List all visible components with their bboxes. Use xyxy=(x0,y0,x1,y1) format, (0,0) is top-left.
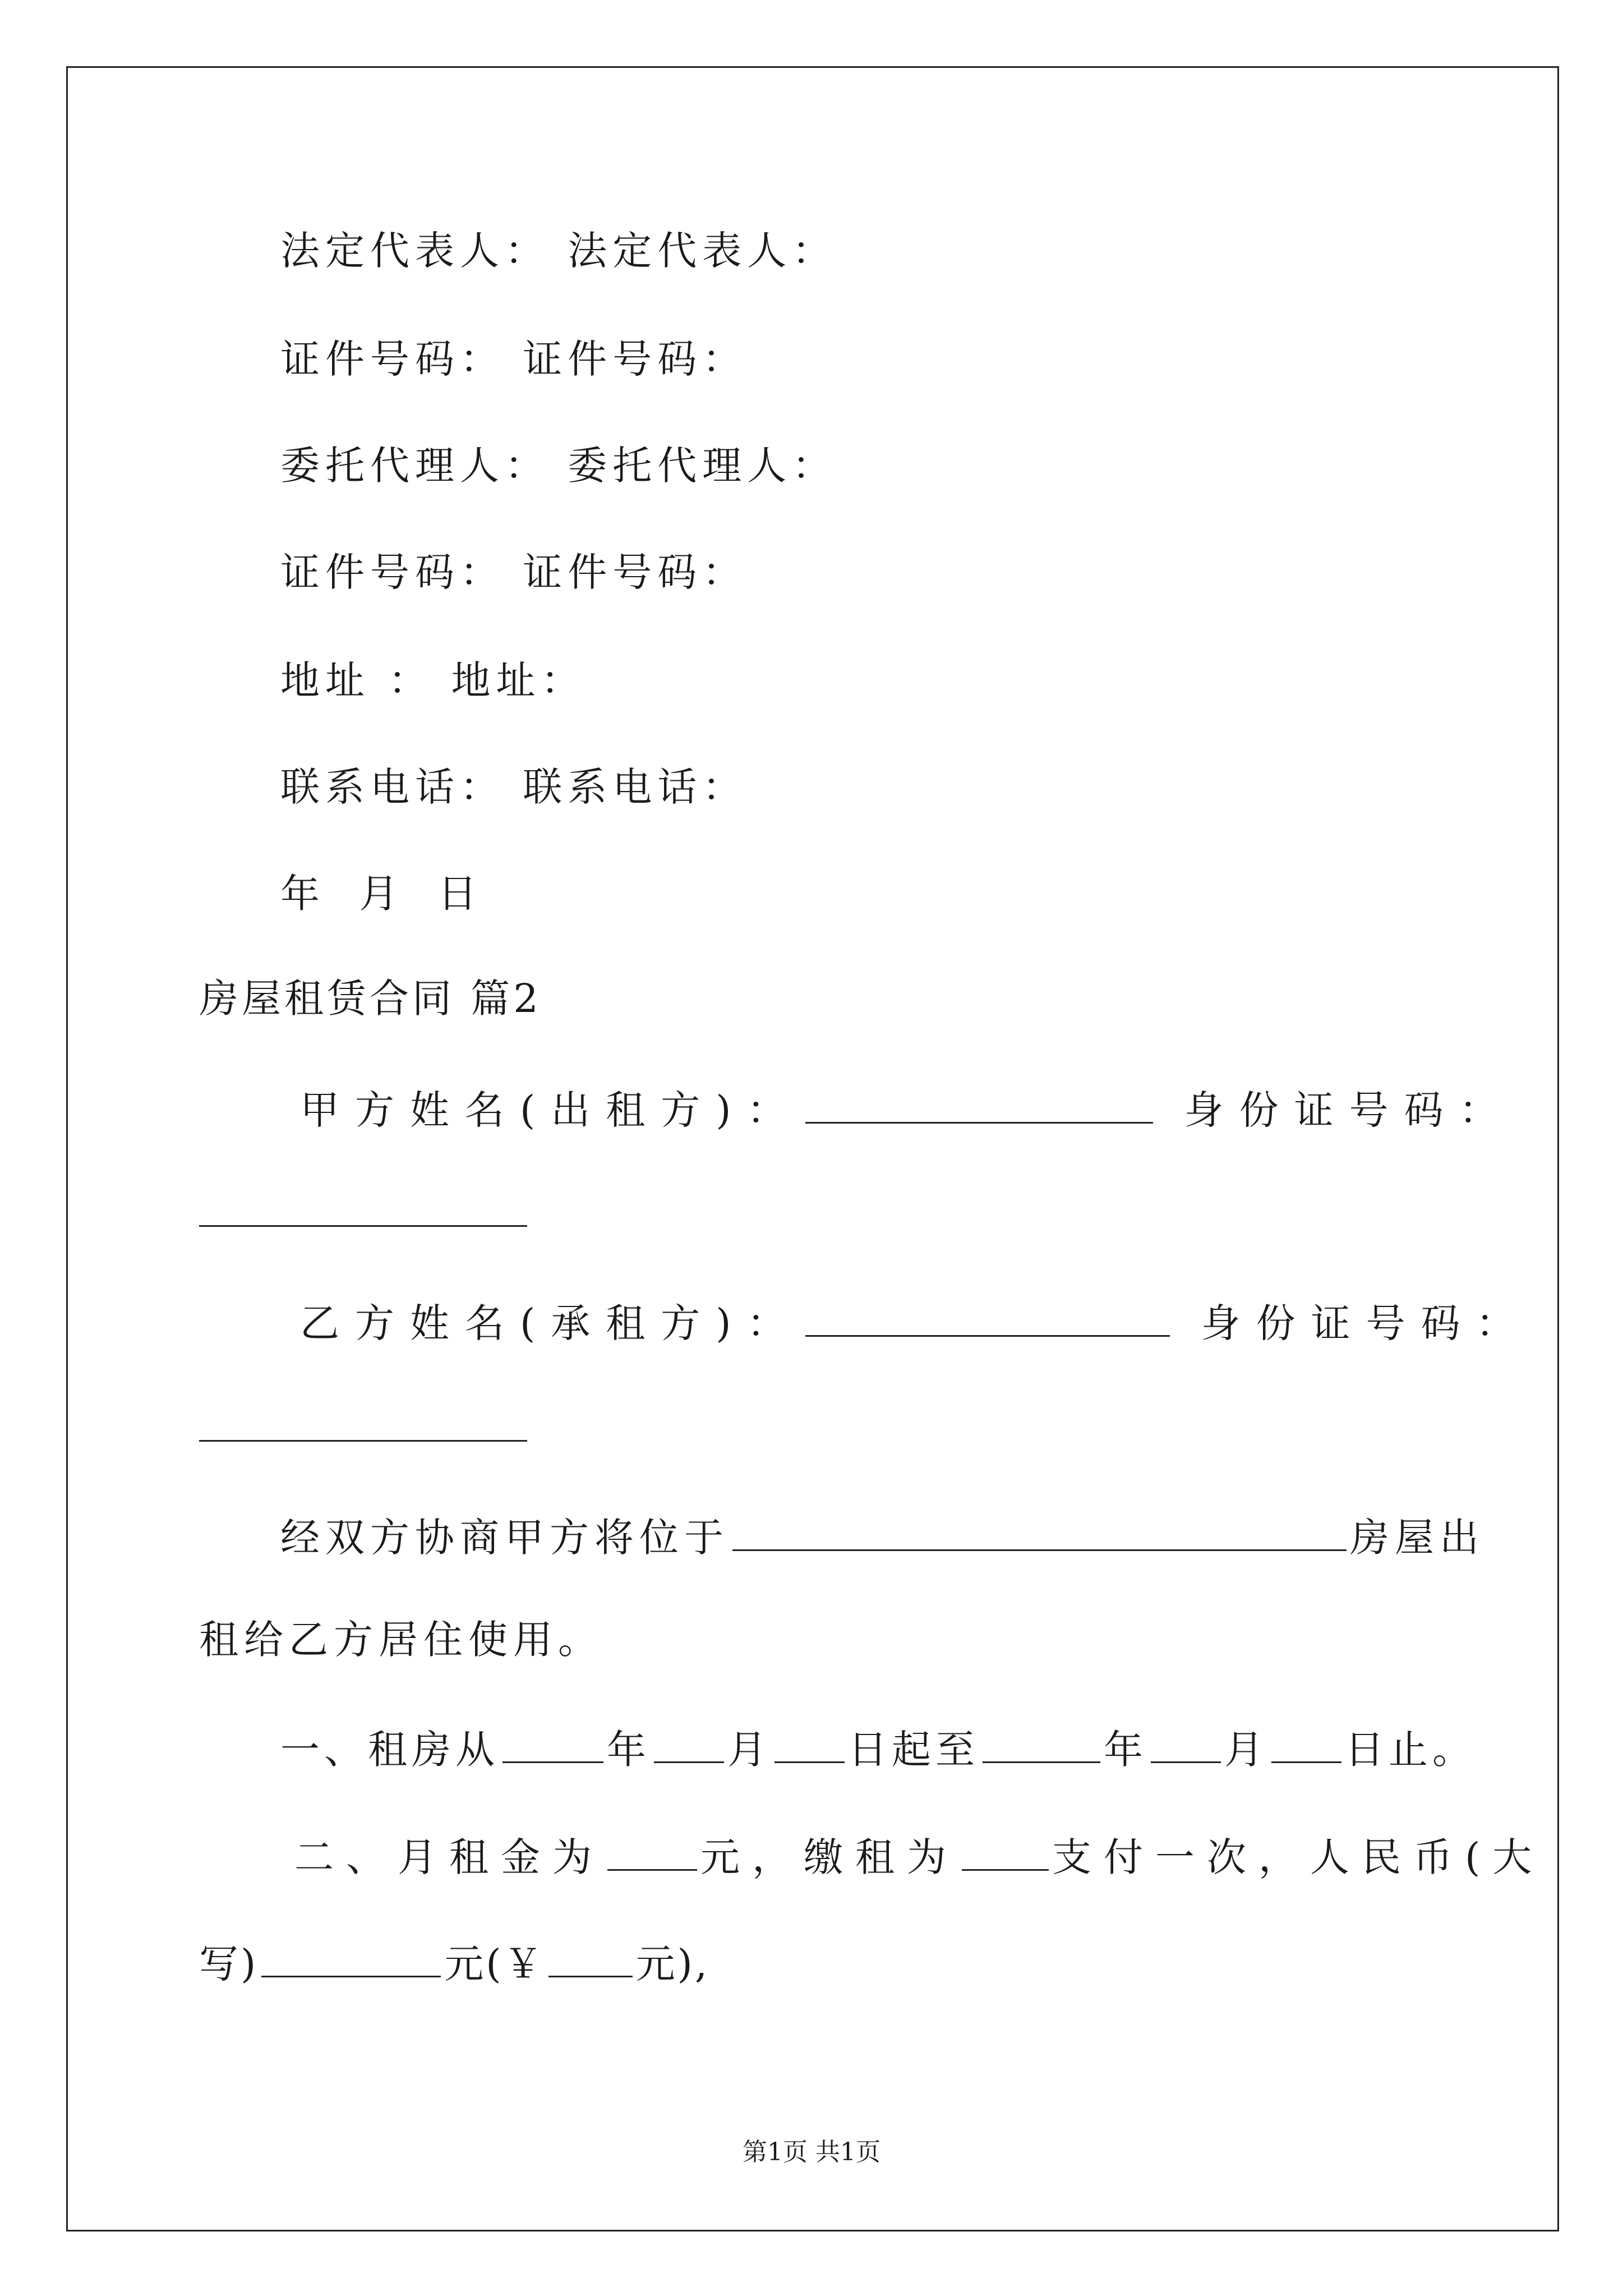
address-line: 地址 ： 地址： xyxy=(280,657,586,703)
clause2-line xyxy=(294,1834,1544,1880)
clause1-day-to: 日止。 xyxy=(1345,1727,1476,1773)
party-b-id-label: 身份证号码： xyxy=(1201,1300,1531,1346)
section-title: 房屋租赁合同 篇2 xyxy=(199,976,542,1022)
clause1-day-from: 日起至 xyxy=(848,1727,979,1773)
page-footer: 第1页 共1页 xyxy=(743,2138,880,2166)
id-number-line-1: 证件号码： 证件号码： xyxy=(280,336,748,382)
monthly-rent-blank xyxy=(607,1834,697,1871)
phone-line: 联系电话： 联系电话： xyxy=(280,764,748,810)
payment-period-blank xyxy=(962,1834,1049,1871)
date-line: 年 月 日 xyxy=(280,871,491,917)
amount-in-figures-blank xyxy=(548,1941,633,1977)
agreement-continued: 租给乙方居住使用。 xyxy=(199,1617,603,1663)
party-b-label: 乙方姓名(承租方)： xyxy=(300,1300,802,1346)
party-b-name-blank xyxy=(805,1300,1170,1337)
clause2-yuan: 元，缴租为 xyxy=(700,1834,958,1880)
start-day-blank xyxy=(774,1727,845,1763)
party-a-line xyxy=(300,1087,1514,1133)
clause1-year2: 年 xyxy=(1104,1727,1147,1773)
agreement-line xyxy=(280,1515,1484,1561)
start-month-blank xyxy=(654,1727,724,1763)
clause2-line2-prefix: 写) xyxy=(199,1941,259,1987)
property-address-blank xyxy=(732,1515,1347,1551)
clause2-line2-mid: 元(￥ xyxy=(444,1941,545,1987)
party-b-id-blank xyxy=(199,1440,527,1442)
agreement-suffix: 房屋出 xyxy=(1350,1515,1484,1561)
end-year-blank xyxy=(983,1727,1100,1763)
clause1-month2: 月 xyxy=(1224,1727,1268,1773)
clause2-once: 支付一次，人民币(大 xyxy=(1052,1834,1544,1880)
party-a-id-label: 身份证号码： xyxy=(1184,1087,1514,1133)
end-day-blank xyxy=(1271,1727,1341,1763)
clause2-line2 xyxy=(199,1941,710,1987)
party-b-line xyxy=(300,1300,1531,1346)
party-a-name-blank xyxy=(805,1087,1153,1124)
amount-in-words-blank xyxy=(261,1941,441,1977)
agreement-prefix: 经双方协商甲方将位于 xyxy=(280,1515,729,1561)
start-year-blank xyxy=(502,1727,603,1763)
agent-line: 委托代理人： 委托代理人： xyxy=(280,443,837,489)
clause1-prefix: 一、租房从 xyxy=(280,1727,499,1773)
end-month-blank xyxy=(1151,1727,1221,1763)
clause2-line2-end: 元), xyxy=(635,1941,710,1987)
page-border xyxy=(66,66,1559,2231)
clause1-year1: 年 xyxy=(607,1727,651,1773)
id-number-line-2: 证件号码： 证件号码： xyxy=(280,549,748,595)
clause1-month1: 月 xyxy=(727,1727,771,1773)
party-a-id-blank xyxy=(199,1225,527,1227)
clause1-line xyxy=(280,1727,1476,1773)
legal-rep-line: 法定代表人： 法定代表人： xyxy=(280,228,837,274)
clause2-prefix: 二、月租金为 xyxy=(294,1834,604,1880)
party-a-label: 甲方姓名(出租方)： xyxy=(300,1087,802,1133)
